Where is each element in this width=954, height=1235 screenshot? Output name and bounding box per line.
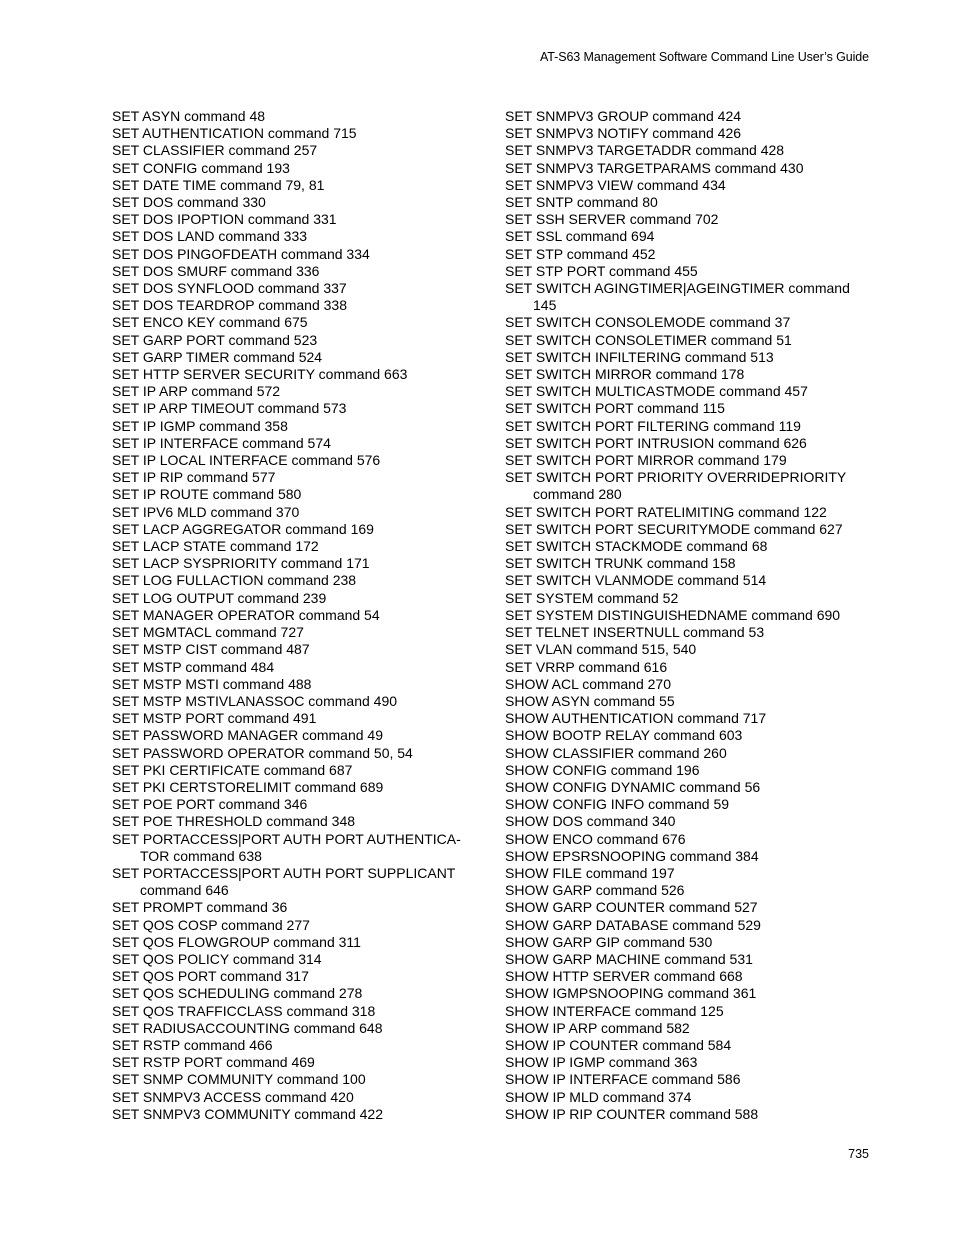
index-entry: SHOW IP INTERFACE command 586 — [505, 1071, 741, 1088]
index-entry: SET IP IGMP command 358 — [112, 417, 288, 434]
index-entry: SET SWITCH AGINGTIMER|AGEINGTIMER command 145 — [505, 280, 850, 314]
index-entry: SHOW IP COUNTER command 584 — [505, 1036, 732, 1053]
index-entry: SET CLASSIFIER command 257 — [112, 142, 318, 159]
index-entry: SET LOG OUTPUT command 239 — [112, 589, 327, 606]
index-entry: SET SYSTEM DISTINGUISHEDNAME command 690 — [505, 606, 841, 623]
index-entry: SHOW CLASSIFIER command 260 — [505, 744, 727, 761]
index-entry: SET MSTP command 484 — [112, 658, 275, 675]
index-entry: SHOW GARP command 526 — [505, 882, 685, 899]
index-entry: SET STP PORT command 455 — [505, 262, 698, 279]
index-entry: SHOW GARP DATABASE command 529 — [505, 916, 761, 933]
index-entry: SET LACP STATE command 172 — [112, 538, 319, 555]
index-entry: SET SNMPV3 GROUP command 424 — [505, 108, 742, 124]
index-entry: SET TELNET INSERTNULL command 53 — [505, 624, 765, 641]
index-entry: SHOW IP MLD command 374 — [505, 1088, 692, 1105]
index-entry: SET SNMP COMMUNITY command 100 — [112, 1071, 366, 1088]
index-entry: SET SWITCH MULTICASTMODE command 457 — [505, 383, 808, 400]
index-entry: SET IP ROUTE command 580 — [112, 486, 302, 503]
index-entry: SET QOS COSP command 277 — [112, 916, 310, 933]
index-entry: SET DATE TIME command 79, 81 — [112, 176, 325, 193]
index-entry: SET PROMPT command 36 — [112, 899, 288, 916]
index-entry: SET PKI CERTIFICATE command 687 — [112, 761, 353, 778]
running-header: AT-S63 Management Software Command Line User’s Guide — [540, 50, 869, 64]
index-entry: SHOW IP RIP COUNTER command 588 — [505, 1105, 759, 1122]
index-entry: SET PASSWORD OPERATOR command 50, 54 — [112, 744, 413, 761]
index-entry: SET SWITCH CONSOLEMODE command 37 — [505, 314, 791, 331]
index-entry: SHOW DOS command 340 — [505, 813, 676, 830]
index-entry: SET MSTP CIST command 487 — [112, 641, 310, 658]
index-entry: SET LOG FULLACTION command 238 — [112, 572, 357, 589]
index-entry: SHOW GARP MACHINE command 531 — [505, 950, 753, 967]
index-entry: SET GARP PORT command 523 — [112, 331, 318, 348]
index-entry: SHOW IP IGMP command 363 — [505, 1054, 698, 1071]
index-entry: SET SNMPV3 TARGETPARAMS command 430 — [505, 159, 804, 176]
index-entry: SET QOS FLOWGROUP command 311 — [112, 933, 361, 950]
index-entry: SHOW IP ARP command 582 — [505, 1019, 690, 1036]
index-entry: SET RSTP PORT command 469 — [112, 1054, 315, 1071]
index-entry: SET ASYN command 48 — [112, 108, 266, 124]
index-entry: SET SNMPV3 COMMUNITY command 422 — [112, 1105, 384, 1122]
index-entry: SET VRRP command 616 — [505, 658, 668, 675]
index-entry: SET SWITCH MIRROR command 178 — [505, 366, 745, 383]
index-entry: SHOW GARP GIP command 530 — [505, 933, 713, 950]
index-entry: SET VLAN command 515, 540 — [505, 641, 697, 658]
index-entry: SET PASSWORD MANAGER command 49 — [112, 727, 383, 744]
index-entry: SET SNMPV3 TARGETADDR command 428 — [505, 142, 785, 159]
page-number: 735 — [848, 1147, 869, 1161]
index-entry: SET PORTACCESS|PORT AUTH PORT SUPPLICANT command 646 — [112, 864, 456, 899]
index-entry: SET IP RIP command 577 — [112, 469, 276, 486]
index-entry: SHOW ASYN command 55 — [505, 692, 675, 709]
index-entry: SHOW CONFIG DYNAMIC command 56 — [505, 778, 761, 795]
index-entry: SET AUTHENTICATION command 715 — [112, 125, 357, 142]
index-entry: SET SWITCH PORT FILTERING command 119 — [505, 417, 801, 434]
index-entry: SET POE PORT command 346 — [112, 796, 308, 813]
index-entry: SHOW CONFIG INFO command 59 — [505, 796, 730, 813]
index-entry: SET DOS IPOPTION command 331 — [112, 211, 337, 228]
index-entry: SET SWITCH CONSOLETIMER command 51 — [505, 331, 792, 348]
index-entry: SET IP ARP command 572 — [112, 383, 281, 400]
index-entry: SET SWITCH STACKMODE command 68 — [505, 538, 768, 555]
index-entry: SET SWITCH PORT SECURITYMODE command 627 — [505, 520, 843, 537]
index-entry: SHOW BOOTP RELAY command 603 — [505, 727, 743, 744]
index-entry: SET MANAGER OPERATOR command 54 — [112, 606, 380, 623]
index-entry: SET QOS SCHEDULING command 278 — [112, 985, 363, 1002]
index-entry: SET QOS POLICY command 314 — [112, 950, 322, 967]
index-entry: SET QOS PORT command 317 — [112, 968, 309, 985]
index-entry: SET SNMPV3 ACCESS command 420 — [112, 1088, 354, 1105]
index-entry: SET DOS LAND command 333 — [112, 228, 308, 245]
index-entry: SET MSTP PORT command 491 — [112, 710, 317, 727]
index-entry: SHOW AUTHENTICATION command 717 — [505, 710, 767, 727]
index-entry: SET IP ARP TIMEOUT command 573 — [112, 400, 347, 417]
index-entry: SET SWITCH PORT MIRROR command 179 — [505, 452, 787, 469]
index-entry: SET SWITCH TRUNK command 158 — [505, 555, 736, 572]
index-entry: SET SWITCH PORT RATELIMITING command 122 — [505, 503, 827, 520]
index-entry: SET SWITCH PORT PRIORITY OVERRIDEPRIORITY command 280 — [505, 469, 846, 503]
index-entry: SHOW GARP COUNTER command 527 — [505, 899, 758, 916]
index-entry: SET SSL command 694 — [505, 228, 655, 245]
index-entry: SHOW IGMPSNOOPING command 361 — [505, 985, 757, 1002]
index-entry: SET RSTP command 466 — [112, 1036, 273, 1053]
index-entry: SHOW CONFIG command 196 — [505, 761, 700, 778]
index-entry: SHOW FILE command 197 — [505, 864, 675, 881]
index-entry: SET CONFIG command 193 — [112, 159, 290, 176]
index-entry: SET DOS TEARDROP command 338 — [112, 297, 347, 314]
index-entry: SET SWITCH PORT command 115 — [505, 400, 725, 417]
index-entry: SET MSTP MSTI command 488 — [112, 675, 312, 692]
index-entry: SET POE THRESHOLD command 348 — [112, 813, 356, 830]
index-entry: SET LACP AGGREGATOR command 169 — [112, 520, 374, 537]
index-entry: SET LACP SYSPRIORITY command 171 — [112, 555, 370, 572]
index-entry: SHOW ACL command 270 — [505, 675, 671, 692]
index-entry: SET IP LOCAL INTERFACE command 576 — [112, 452, 381, 469]
index-entry: SET SWITCH VLANMODE command 514 — [505, 572, 767, 589]
index-entry: SET SNMPV3 NOTIFY command 426 — [505, 125, 742, 142]
index-entry: SET STP command 452 — [505, 245, 656, 262]
index-entry: SET PKI CERTSTORELIMIT command 689 — [112, 778, 384, 795]
index-entry: SHOW HTTP SERVER command 668 — [505, 968, 743, 985]
index-entry: SET DOS SMURF command 336 — [112, 262, 320, 279]
index-entry: SET DOS SYNFLOOD command 337 — [112, 280, 347, 297]
index-entry: SHOW ENCO command 676 — [505, 830, 686, 847]
index-column-right — [505, 108, 865, 1123]
index-entry: SET PORTACCESS|PORT AUTH PORT AUTHENTICA-TOR command 638 — [112, 830, 461, 864]
index-entry: SET IP INTERFACE command 574 — [112, 434, 331, 451]
index-entry: SET DOS command 330 — [112, 194, 266, 211]
index-entry: SET RADIUSACCOUNTING command 648 — [112, 1019, 383, 1036]
index-entry: SET SYSTEM command 52 — [505, 589, 679, 606]
index-column-left — [112, 108, 472, 1123]
index-entry: SET GARP TIMER command 524 — [112, 348, 323, 365]
index-entry: SET SSH SERVER command 702 — [505, 211, 719, 228]
index-entry: SET SNTP command 80 — [505, 194, 658, 211]
index-entry: SET ENCO KEY command 675 — [112, 314, 308, 331]
index-entry: SET SWITCH PORT INTRUSION command 626 — [505, 434, 807, 451]
index-entry: SET MGMTACL command 727 — [112, 624, 304, 641]
index-entry: SET IPV6 MLD command 370 — [112, 503, 300, 520]
index-entry: SET SNMPV3 VIEW command 434 — [505, 176, 726, 193]
index-entry: SET DOS PINGOFDEATH command 334 — [112, 245, 370, 262]
index-entry: SET SWITCH INFILTERING command 513 — [505, 348, 774, 365]
index-entry: SET HTTP SERVER SECURITY command 663 — [112, 366, 408, 383]
index-entry: SHOW EPSRSNOOPING command 384 — [505, 847, 759, 864]
index-entry: SET QOS TRAFFICCLASS command 318 — [112, 1002, 376, 1019]
index-entry: SHOW INTERFACE command 125 — [505, 1002, 724, 1019]
index-entry: SET MSTP MSTIVLANASSOC command 490 — [112, 692, 398, 709]
